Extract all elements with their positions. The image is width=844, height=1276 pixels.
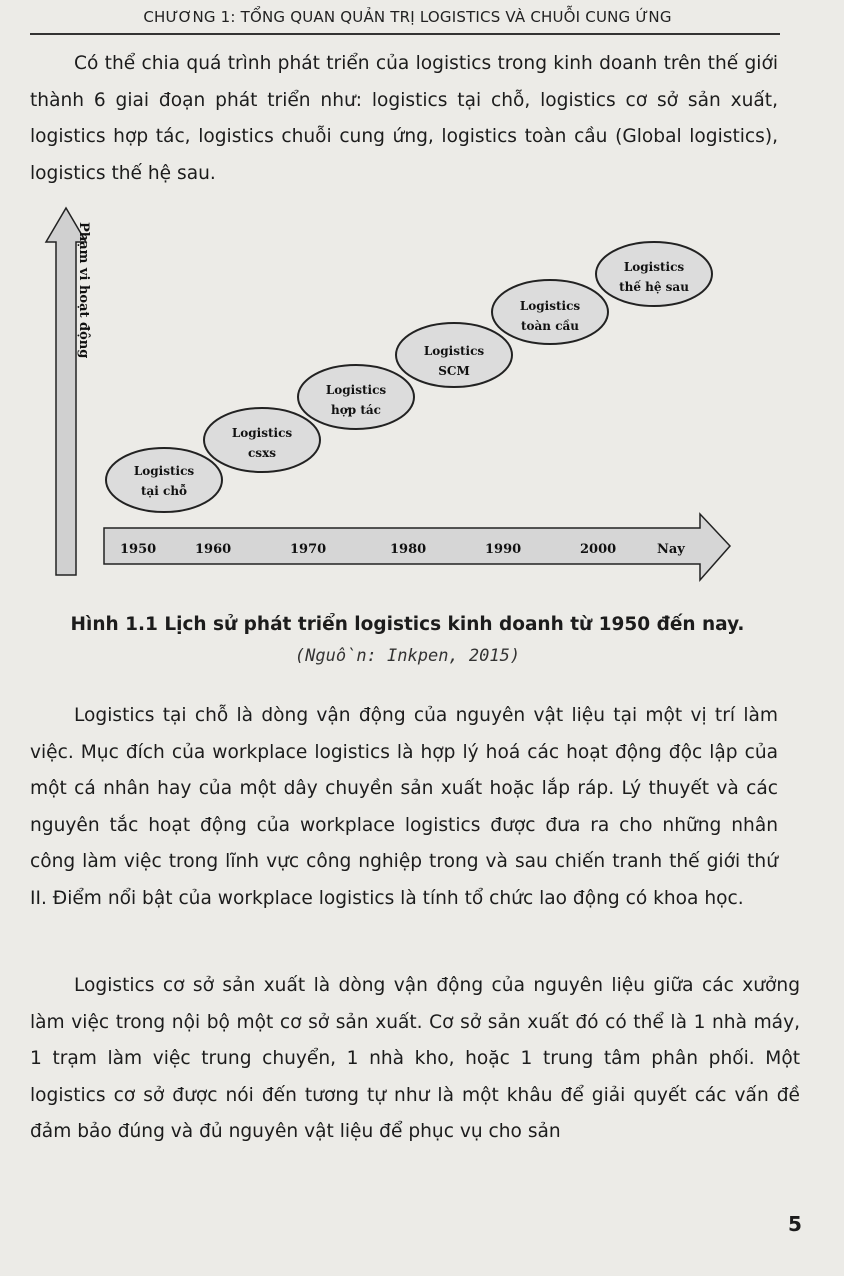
facility-logistics-paragraph: Logistics cơ sở sản xuất là dòng vận động của nguyên liệu giữa các xưởng làm việc trong nội bộ một cơ sở sản xuất. Cơ sở sản xuất đó có thể là 1 nhà máy, 1 trạm làm việc trung chuyển, 1 nhà kho, hoặc 1 trung tâm phân phối. Một logistics cơ sở được nói đến tương tự như là một khâu để giải quyết các vấn đề đảm bảo đúng và đủ nguyên vật liệu để phục vụ cho sản <box>30 975 800 1142</box>
stage-label: Logistics <box>325 383 387 397</box>
workplace-logistics-paragraph: Logistics tại chỗ là dòng vận động của nguyên vật liệu tại một vị trí làm việc. Mục đích của workplace logistics là hợp lý hoá các hoạt động độc lập của một cá nhân hay của một dây chuyền sản xuất hoặc lắp ráp. Lý thuyết và các nguyên tắc hoạt động của workplace logistics được đưa ra cho những nhân công làm việc trong lĩnh vực công nghiệp trong và sau chiến tranh thế giới thứ II. Điểm nổi bật của workplace logistics là tính tổ chức lao động có khoa học. <box>30 705 778 909</box>
stage-label: hợp tác <box>331 403 381 417</box>
figure-caption: Hình 1.1 Lịch sử phát triển logistics kinh doanh từ 1950 đến nay. <box>70 614 745 635</box>
stage-label: tại chỗ <box>140 484 188 498</box>
chapter-header: CHƯƠNG 1: TỔNG QUAN QUẢN TRỊ LOGISTICS VÀ CHUỖI CUNG ỨNG <box>143 8 672 26</box>
stage-label: Logistics <box>133 464 195 478</box>
stage-label: toàn cầu <box>520 319 580 333</box>
stage-label: thế hệ sau <box>619 280 689 294</box>
stage-ellipse <box>396 323 512 387</box>
year-label: 2000 <box>580 542 617 557</box>
page-number: 5 <box>788 1212 802 1236</box>
figure-source: (Nguồn: Inkpen, 2015) <box>294 646 521 666</box>
year-label: 1980 <box>390 542 427 557</box>
year-label: Nay <box>657 542 685 557</box>
stage-label: Logistics <box>519 299 581 313</box>
stage-ellipse <box>596 242 712 306</box>
logistics-timeline-figure <box>40 200 770 590</box>
year-label: 1950 <box>120 542 157 557</box>
year-label: 1970 <box>290 542 327 557</box>
stage-ellipse <box>106 448 222 512</box>
scope-axis-label: Phạm vi hoạt động <box>76 222 91 359</box>
stage-ellipse <box>298 365 414 429</box>
header-divider <box>30 33 780 35</box>
intro-paragraph: Có thể chia quá trình phát triển của logistics trong kinh doanh trên thế giới thành 6 giai đoạn phát triển như: logistics tại chỗ, logistics cơ sở sản xuất, logistics hợp tác, logistics chuỗi cung ứng, logistics toàn cầu (Global logistics), logistics thế hệ sau. <box>30 53 778 184</box>
stage-label: Logistics <box>423 344 485 358</box>
stage-label: Logistics <box>623 260 685 274</box>
stage-ellipse <box>492 280 608 344</box>
year-label: 1990 <box>485 542 522 557</box>
stage-label: SCM <box>438 364 470 378</box>
stage-label: csxs <box>248 446 276 460</box>
year-label: 1960 <box>195 542 232 557</box>
stage-ellipse <box>204 408 320 472</box>
stage-label: Logistics <box>231 426 293 440</box>
